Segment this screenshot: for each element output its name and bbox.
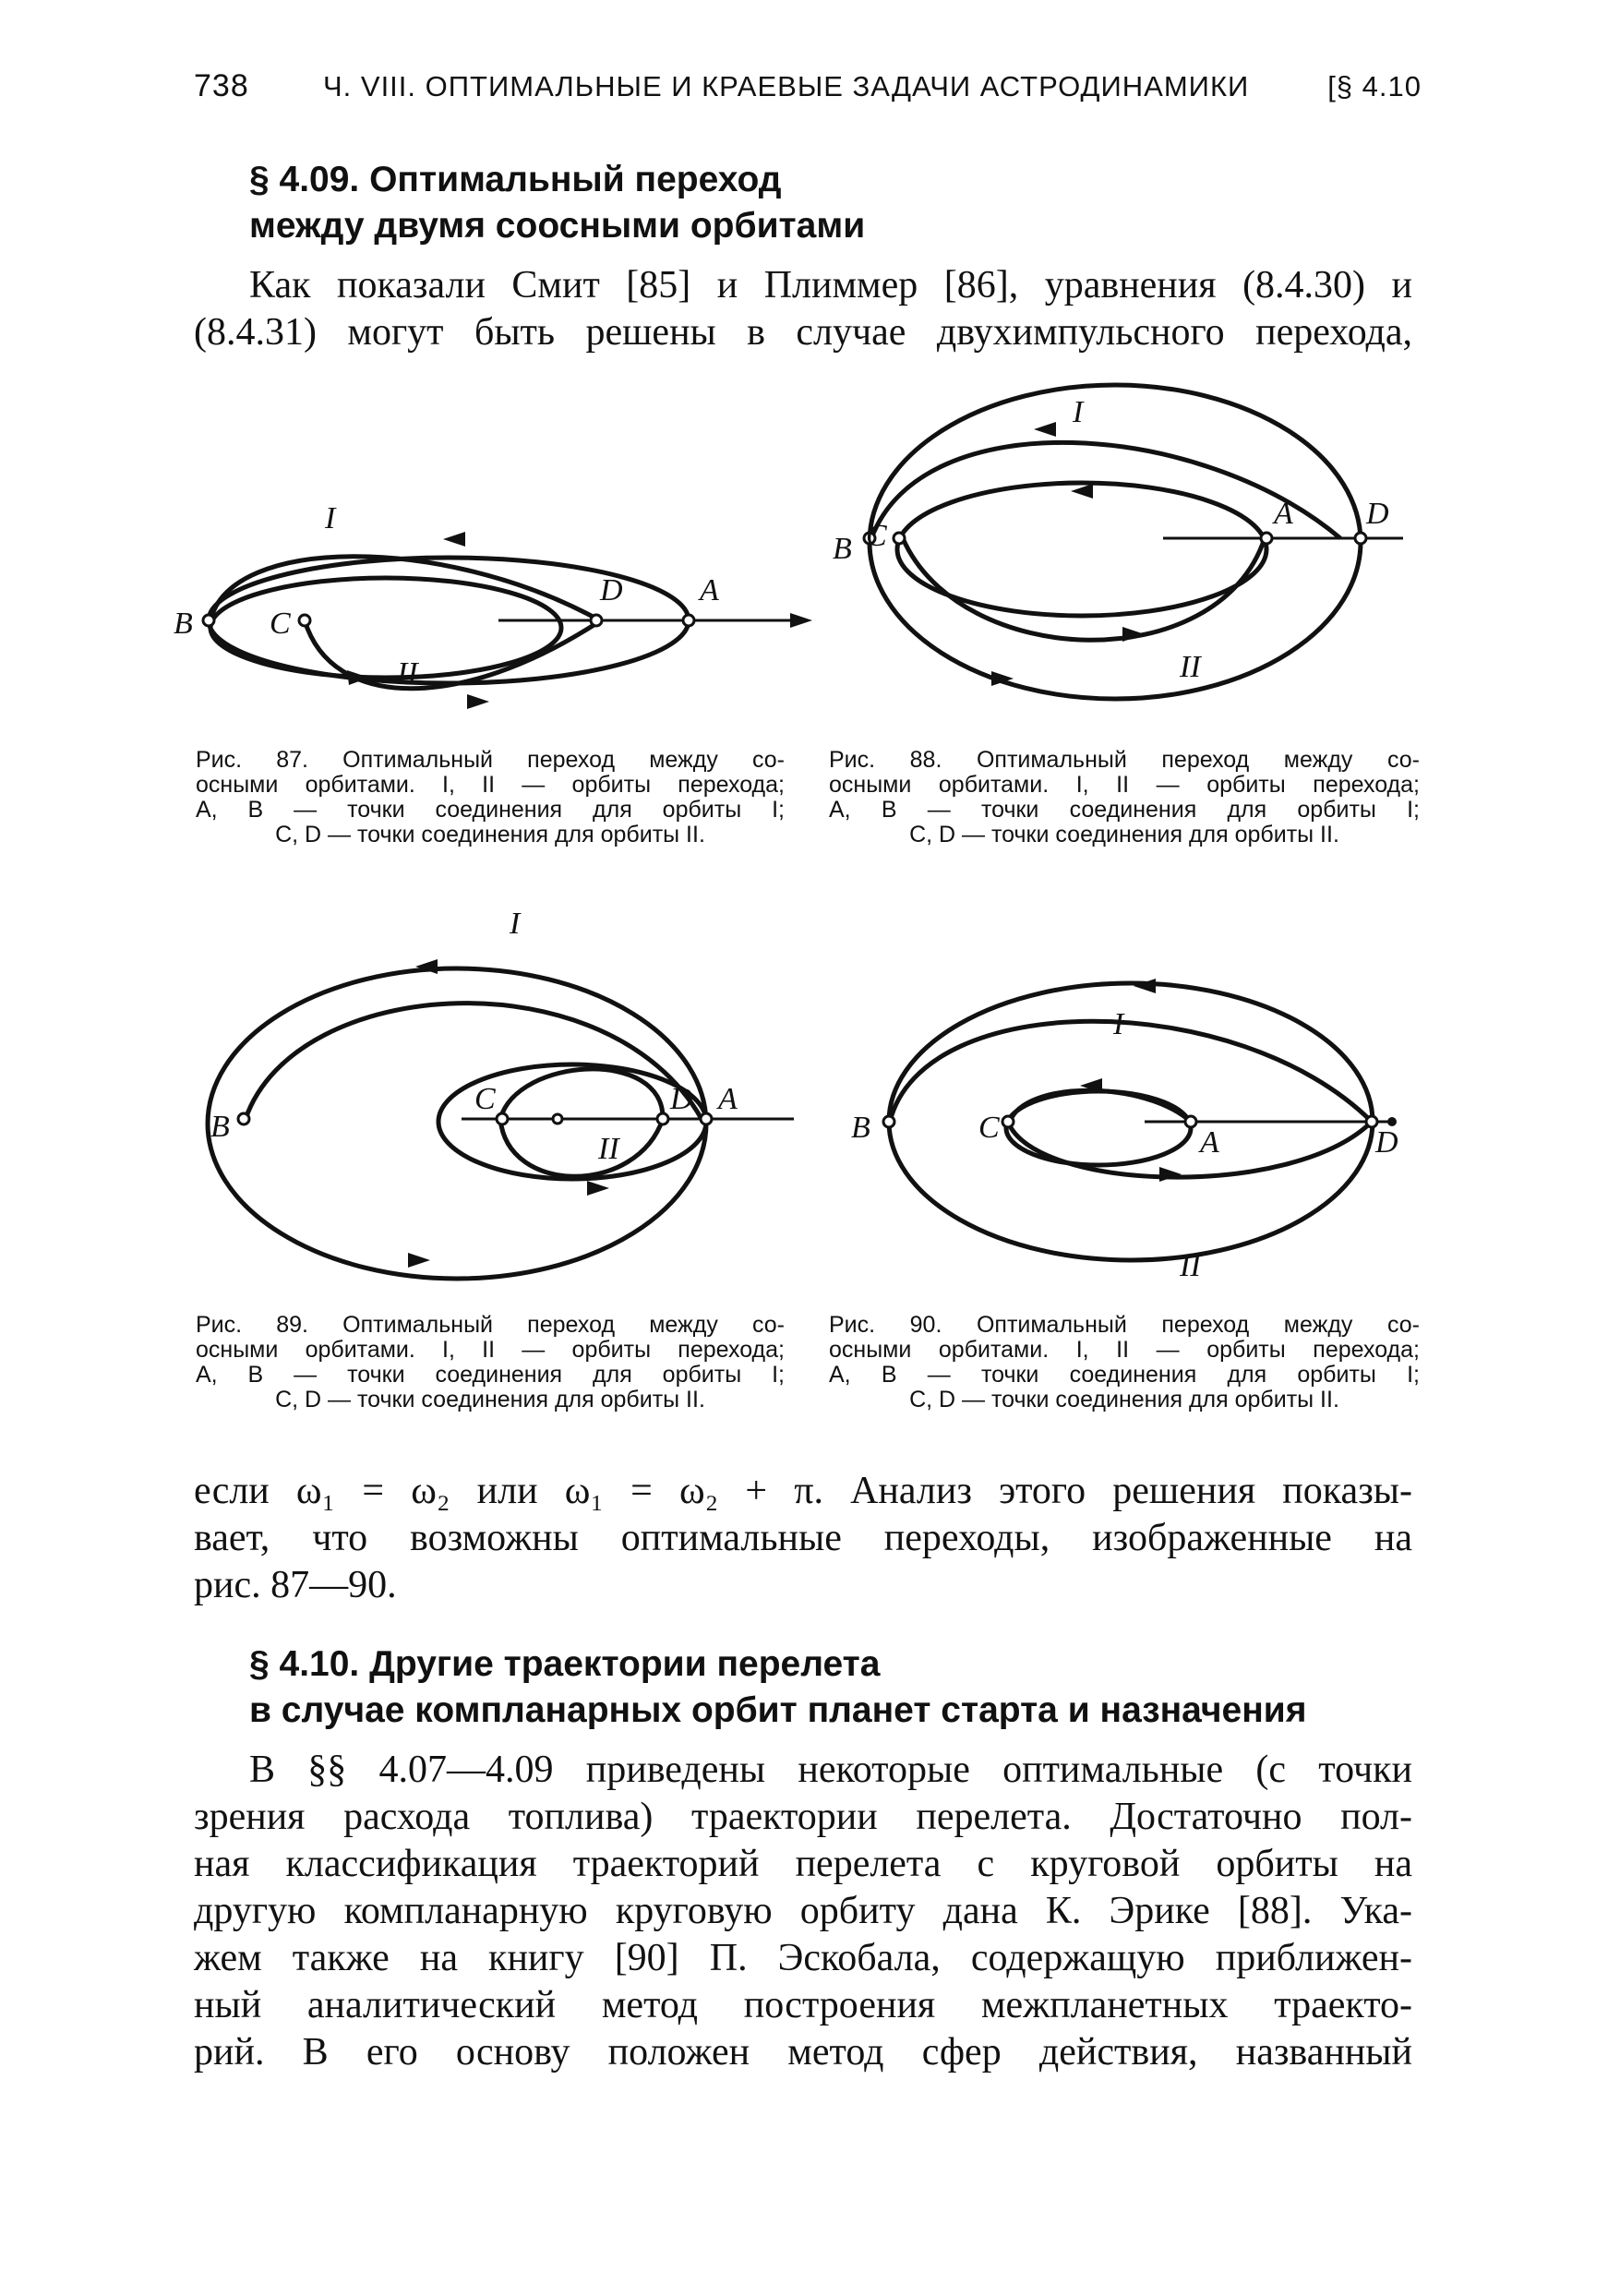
figure-88-diagram <box>812 365 1422 734</box>
figure-89-diagram <box>203 900 812 1297</box>
point-A <box>701 1113 712 1124</box>
transfer-orbit-II <box>500 1069 663 1176</box>
text-line: В §§ 4.07—4.09 приведены некоторые оптимальные (с точки <box>249 1749 1412 1791</box>
direction-arrow <box>587 1181 609 1196</box>
point-B <box>238 1113 249 1124</box>
caption-line: осными орбитами. I, II — орбиты перехода; <box>829 1337 1420 1363</box>
text-line: вает, что возможны оптимальные переходы, изображенные на <box>194 1517 1412 1559</box>
text-line: другую компланарную круговую орбиту дана К. Эрике [88]. Ука- <box>194 1890 1412 1932</box>
text-line: зрения расхода топлива) траектории перелета. Достаточно пол- <box>194 1796 1412 1838</box>
orbit-outer <box>208 968 706 1279</box>
direction-arrow <box>1159 1167 1182 1182</box>
label-C: C <box>866 519 887 553</box>
caption-line: осными орбитами. I, II — орбиты перехода; <box>196 1337 785 1363</box>
point-C <box>497 1113 508 1124</box>
direction-arrow <box>1134 979 1156 993</box>
direction-arrow <box>408 1253 430 1268</box>
caption-line: A, B — точки соединения для орбиты I; <box>829 797 1420 823</box>
focus-point <box>553 1114 562 1124</box>
label-B: B <box>210 1110 230 1144</box>
paragraph-analysis <box>194 1468 1412 1609</box>
figure-90-caption <box>829 1313 1420 1412</box>
point-D <box>1355 533 1366 544</box>
direction-arrow <box>467 694 489 709</box>
label-A: A <box>1274 497 1293 531</box>
label-orbit-I: I <box>1113 1007 1124 1041</box>
direction-arrow <box>1071 484 1093 499</box>
figure-87-diagram <box>166 480 831 720</box>
caption-line: C, D — точки соединения для орбиты II. <box>275 1387 705 1412</box>
label-D: D <box>600 573 623 607</box>
label-orbit-II: II <box>397 656 418 691</box>
transfer-orbit-I <box>871 442 1340 538</box>
point-A <box>1261 533 1272 544</box>
label-orbit-I: I <box>325 501 336 535</box>
label-B: B <box>174 607 193 641</box>
caption-line: Рис. 90. Оптимальный переход между со- <box>829 1312 1420 1338</box>
label-B: B <box>851 1111 870 1145</box>
caption-line: C, D — точки соединения для орбиты II. <box>275 822 705 847</box>
label-D: D <box>1375 1125 1398 1160</box>
text-line: ная классификация траекторий перелета с круговой орбиты на <box>194 1843 1412 1885</box>
section-409-heading-line1: § 4.09. Оптимальный переход <box>249 160 782 199</box>
label-A: A <box>1200 1125 1219 1160</box>
paragraph-intro <box>194 262 1412 356</box>
axis-arrow <box>790 613 812 628</box>
caption-line: A, B — точки соединения для орбиты I; <box>196 1362 785 1388</box>
text-line: если ω₁ = ω₂ или ω₁ = ω₂ + π. Анализ этого решения показы- <box>194 1470 1412 1512</box>
orbit-outer <box>870 385 1361 699</box>
transfer-orbit-II <box>903 538 1265 640</box>
page-number: 738 <box>194 68 249 103</box>
caption-line: C, D — точки соединения для орбиты II. <box>909 1387 1339 1412</box>
point-D <box>591 615 602 626</box>
caption-line: C, D — точки соединения для орбиты II. <box>909 822 1339 847</box>
running-head-title: Ч. VIII. ОПТИМАЛЬНЫЕ И КРАЕВЫЕ ЗАДАЧИ АСТРОДИНАМИКИ <box>323 70 1250 102</box>
caption-line: Рис. 87. Оптимальный переход между со- <box>196 747 785 773</box>
label-A: A <box>718 1082 738 1116</box>
label-C: C <box>270 607 291 641</box>
point-C <box>1002 1116 1014 1127</box>
paragraph-section-410 <box>194 1747 1412 2076</box>
direction-arrow <box>443 532 465 547</box>
section-410-heading-line2: в случае компланарных орбит планет старта и назначения <box>249 1690 1307 1730</box>
label-orbit-I: I <box>510 907 521 941</box>
caption-line: осными орбитами. I, II — орбиты перехода; <box>829 772 1420 798</box>
figure-88-caption <box>829 748 1420 847</box>
point-A <box>683 615 694 626</box>
running-head-section: [§ 4.10 <box>1327 70 1422 102</box>
text-line: рий. В его основу положен метод сфер действия, названный <box>194 2031 1412 2074</box>
label-A: A <box>700 573 719 607</box>
caption-line: Рис. 88. Оптимальный переход между со- <box>829 747 1420 773</box>
label-orbit-II: II <box>1180 1249 1201 1283</box>
direction-arrow <box>1034 422 1056 437</box>
caption-line: A, B — точки соединения для орбиты I; <box>829 1362 1420 1388</box>
label-orbit-II: II <box>1180 650 1201 684</box>
point-A <box>1185 1116 1196 1127</box>
caption-line: Рис. 89. Оптимальный переход между со- <box>196 1312 785 1338</box>
label-D: D <box>670 1082 693 1116</box>
label-D: D <box>1366 497 1389 531</box>
figure-89-caption <box>196 1313 785 1412</box>
point-C <box>894 533 905 544</box>
section-409-heading-line2: между двумя соосными орбитами <box>249 206 866 246</box>
direction-arrow <box>1122 627 1145 642</box>
label-C: C <box>474 1082 496 1116</box>
point-C <box>299 615 310 626</box>
caption-line: A, B — точки соединения для орбиты I; <box>196 797 785 823</box>
point-D <box>657 1113 668 1124</box>
transfer-orbit-I <box>890 1021 1372 1122</box>
section-410-heading-line1: § 4.10. Другие траектории перелета <box>249 1644 881 1684</box>
transfer-orbit-I <box>246 1004 702 1119</box>
caption-line: осными орбитами. I, II — орбиты перехода; <box>196 772 785 798</box>
label-B: B <box>833 532 852 566</box>
text-line: жем также на книгу [90] П. Эскобала, содержащую приближен- <box>194 1937 1412 1979</box>
point-B <box>203 615 214 626</box>
point-B <box>883 1116 894 1127</box>
text-line: рис. 87—90. <box>194 1564 397 1606</box>
orbit-inner <box>210 578 561 678</box>
label-orbit-II: II <box>598 1132 619 1166</box>
text-line: (8.4.31) могут быть решены в случае двухимпульсного перехода, <box>194 311 1412 354</box>
text-line: Как показали Смит [85] и Плиммер [86], уравнения (8.4.30) и <box>249 264 1412 307</box>
label-orbit-I: I <box>1073 395 1084 429</box>
transfer-orbit-inner <box>1010 1090 1191 1122</box>
figure-87-caption <box>196 748 785 847</box>
running-head <box>194 68 1422 114</box>
label-C: C <box>978 1111 1000 1145</box>
text-line: ный аналитический метод построения межпланетных траекто- <box>194 1984 1412 2026</box>
figure-90-diagram <box>831 932 1440 1302</box>
